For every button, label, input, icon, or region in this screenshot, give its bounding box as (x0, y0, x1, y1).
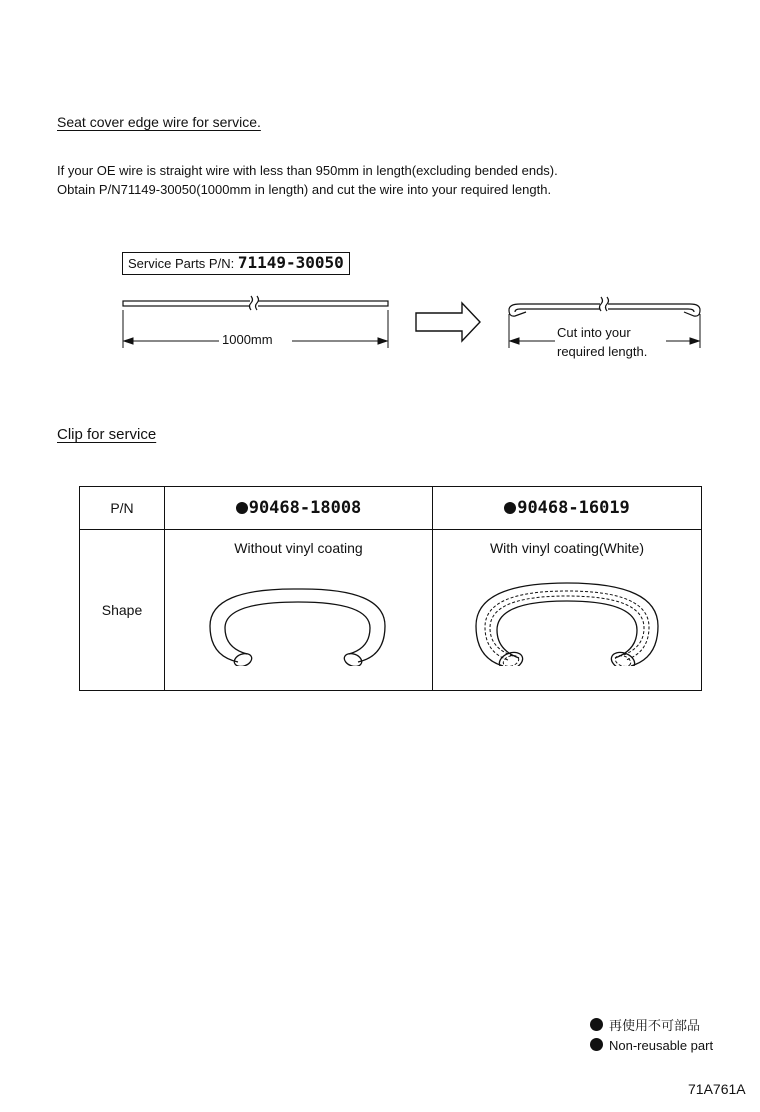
seat-cover-wire-heading: Seat cover edge wire for service. (57, 114, 261, 130)
shape-header: Shape (80, 530, 165, 691)
legend-en (590, 1036, 713, 1056)
instruction-line-2: Obtain P/N71149-30050(1000mm in length) and cut the wire into your required length. (57, 182, 552, 197)
table-row (80, 530, 702, 691)
service-parts-label: Service Parts P/N: (128, 256, 235, 271)
non-reusable-dot-icon (590, 1038, 603, 1051)
clip-table (79, 486, 702, 691)
legend (590, 1016, 713, 1056)
clip1-part-number: 90468-18008 (248, 498, 362, 518)
legend-jp (590, 1016, 713, 1036)
non-reusable-dot-icon (504, 502, 516, 514)
figure-code: 71A761A (688, 1081, 746, 1097)
part-number-cell (433, 487, 702, 530)
clip2-caption: With vinyl coating(White) (489, 540, 645, 556)
service-parts-box (122, 252, 350, 275)
cut-label-line-2: required length. (557, 344, 648, 359)
arrow-right-icon (416, 303, 480, 341)
non-reusable-dot-icon (590, 1018, 603, 1031)
cut-label (557, 323, 647, 361)
non-reusable-dot-icon (236, 502, 248, 514)
clip1-shape-cell (165, 530, 433, 691)
cut-label-line-1: Cut into your (557, 325, 631, 340)
clip2-shape-cell (433, 530, 702, 691)
bent-wire (509, 296, 700, 316)
instruction-line-1: If your OE wire is straight wire with less than 950mm in length(excluding bended ends). (57, 163, 558, 178)
straight-wire (123, 296, 388, 310)
clip-uncoated-icon (165, 556, 433, 666)
clip-coated-icon (433, 556, 702, 666)
clip1-caption: Without vinyl coating (234, 540, 363, 556)
legend-jp-text: 再使用不可部品 (609, 1018, 701, 1033)
service-parts-number: 71149-30050 (237, 253, 344, 272)
clip2-part-number: 90468-16019 (517, 498, 630, 518)
pn-header: P/N (80, 487, 165, 530)
part-number-cell (165, 487, 433, 530)
table-row (80, 487, 702, 530)
length-label: 1000mm (219, 332, 276, 347)
legend-en-text: Non-reusable part (609, 1038, 714, 1053)
clip-service-heading: Clip for service (57, 426, 157, 443)
